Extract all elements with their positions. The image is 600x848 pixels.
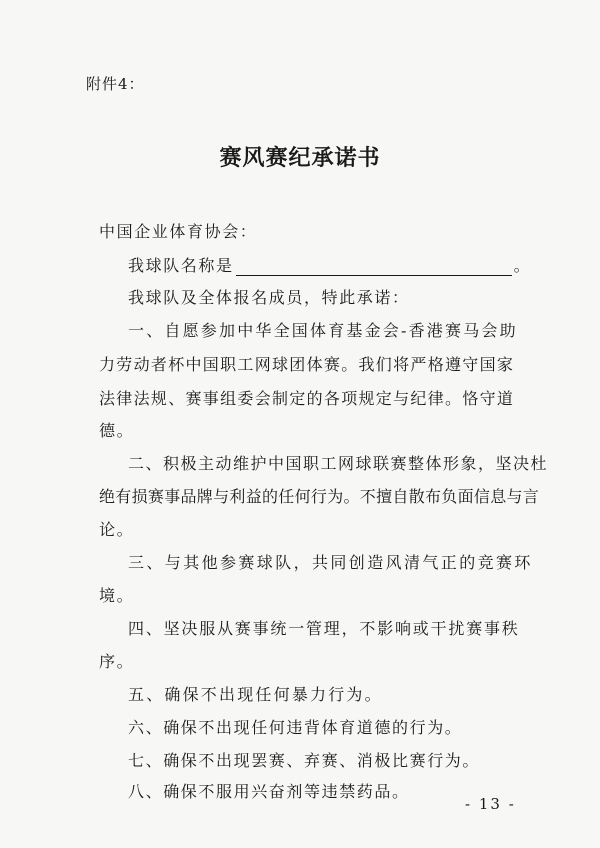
clause-1-line-4: 德。 [99,421,135,440]
clause-5: 五、确保不出现任何暴力行为。 [128,685,383,704]
clause-2-line-1: 二、积极主动维护中国职工网球联赛整体形象，坚决杜 [128,454,549,473]
clause-2-line-3: 论。 [99,520,135,539]
clause-7: 七、确保不出现罢赛、弃赛、消极比赛行为。 [128,751,481,770]
page-number: - 13 - [465,795,516,813]
clause-8: 八、确保不服用兴奋剂等违禁药品。 [128,782,410,801]
team-name-suffix: 。 [513,256,532,275]
clause-6: 六、确保不出现任何违背体育道德的行为。 [128,718,463,737]
team-name-prefix: 我球队名称是 [128,256,234,275]
clause-4-line-2: 序。 [99,652,135,671]
clause-1-line-3: 法律法规、赛事组委会制定的各项规定与纪律。恪守道 [99,389,515,408]
clause-3-line-1: 三、与其他参赛球队，共同创造风清气正的竞赛环 [128,553,533,572]
team-name-field[interactable] [236,259,512,276]
document-title: 赛风赛纪承诺书 [219,145,381,171]
clause-1-line-1: 一、自愿参加中华全国体育基金会-香港赛马会助 [128,321,518,340]
intro-statement: 我球队及全体报名成员，特此承诺： [128,288,410,307]
clause-4-line-1: 四、坚决服从赛事统一管理，不影响或干扰赛事秩 [128,619,520,638]
addressee: 中国企业体育协会： [99,222,258,241]
team-name-line [128,256,531,276]
clause-1-line-2: 力劳动者杯中国职工网球团体赛。我们将严格遵守国家 [99,355,515,374]
clause-2-line-2: 绝有损赛事品牌与利益的任何行为。不擅自散布负面信息与言 [99,487,540,506]
clause-3-line-2: 境。 [99,586,135,605]
attachment-label: 附件4： [86,75,145,93]
